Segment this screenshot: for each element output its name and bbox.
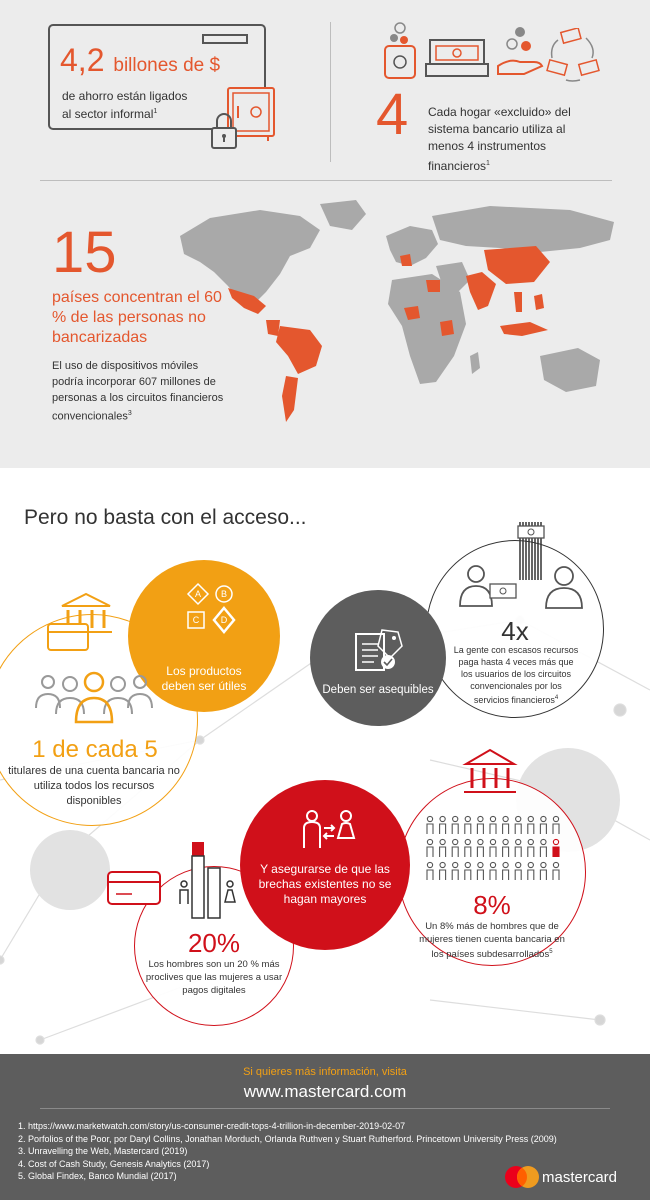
- people-grid-icon: [424, 812, 574, 884]
- person-figure: [503, 862, 509, 880]
- person-figure: [490, 839, 496, 857]
- stat1-number: [60, 44, 220, 82]
- useful-products-text: Los productos deben ser útiles: [161, 664, 247, 693]
- person-figure: [490, 862, 496, 880]
- footer-site-link[interactable]: www.mastercard.com: [243, 1082, 407, 1101]
- card-slot: [202, 34, 248, 44]
- person-figure: [465, 816, 471, 834]
- credit-card-icon: [46, 620, 96, 654]
- fourx-ref: 4: [554, 695, 559, 701]
- svg-text:D: D: [220, 615, 228, 625]
- footer-visit-text: Si quieres más información, visita: [243, 1066, 407, 1078]
- one-in-five-number: 1 de cada 5: [32, 736, 158, 763]
- fourx-text: [452, 644, 580, 706]
- person-figure: [440, 862, 446, 880]
- person-figure: [427, 862, 433, 880]
- stat3-subtitle: países concentran el 60 % de las personas no bancarizadas: [52, 289, 222, 346]
- person-figure: [528, 839, 534, 857]
- reference-item: 2. Porfolios of the Poor, por Daryl Collins, Jonathan Morduch, Orlanda Ruthven y Stuart Rutherford. Princetown University Press (2009): [18, 1133, 557, 1144]
- affordable-text: Deben ser asequibles: [322, 684, 434, 696]
- gaps-text: Y asegurarse de que las brechas existentes no se hagan mayores: [258, 862, 392, 906]
- jar-icon: [380, 20, 420, 80]
- stat3-ref: 3: [127, 410, 132, 417]
- world-map: [170, 196, 630, 426]
- stat1-unit: billones de $: [113, 55, 221, 76]
- person-figure: [477, 862, 483, 880]
- person-figure: [440, 816, 446, 834]
- person-figure: [452, 816, 458, 834]
- svg-text:C: C: [192, 615, 200, 625]
- credit-card-icon: [106, 868, 166, 908]
- reference-item: 4. Cost of Cash Study, Genesis Analytics (2017): [18, 1158, 210, 1169]
- stat2-text: [428, 104, 598, 175]
- top-stats-panel: [0, 0, 650, 468]
- person-figure: [540, 816, 546, 834]
- person-figure: [553, 839, 559, 857]
- person-figure: [553, 816, 559, 834]
- person-figure: [503, 839, 509, 857]
- reference-item: 1. https://www.marketwatch.com/story/us-consumer-credit-tops-4-trillion-in-december-2019-02-07: [18, 1121, 406, 1131]
- people-icon: [30, 668, 158, 724]
- person-figure: [528, 862, 534, 880]
- stat3-body: El uso de dispositivos móviles podría incorporar 607 millones de personas a los circuitos financieros convencionales: [52, 360, 224, 423]
- stat1-body: de ahorro están ligados al sector informal: [62, 89, 188, 121]
- person-figure: [515, 839, 521, 857]
- stat2-number: 4: [376, 82, 409, 147]
- person-figure: [553, 862, 559, 880]
- twenty-text: Los hombres son un 20 % más proclives que las mujeres a usar pagos digitales: [145, 959, 283, 996]
- stat2-body: Cada hogar «excluido» del sistema bancario utiliza al menos 4 instrumentos financieros: [428, 105, 571, 173]
- svg-text:A: A: [194, 589, 202, 599]
- abcd-options-icon: [182, 580, 238, 636]
- person-figure: [528, 816, 534, 834]
- reference-item: 3. Unravelling the Web, Mastercard (2019): [18, 1146, 188, 1156]
- person-figure: [440, 839, 446, 857]
- padlock-icon: [208, 110, 240, 150]
- person-figure: [477, 839, 483, 857]
- eight-ref: 5: [549, 949, 553, 955]
- eight-text: [416, 920, 568, 961]
- stat1-ref: 1: [153, 108, 158, 115]
- barcode-receipt-icon: [458, 520, 584, 610]
- transfer-icon: [300, 808, 358, 856]
- footer: [0, 1054, 650, 1200]
- cash-box-icon: [424, 30, 490, 80]
- person-figure: [427, 839, 433, 857]
- twenty-number: 20%: [187, 928, 241, 958]
- money-cycle-icon: [546, 28, 602, 84]
- stat2-ref: 1: [486, 160, 490, 167]
- footer-divider: [40, 1108, 610, 1109]
- mastercard-logo: [504, 1164, 644, 1192]
- section-heading: Pero no basta con el acceso...: [24, 506, 307, 529]
- fourx-body: La gente con escasos recursos paga hasta 4 veces más que los usuarios de los circuitos convencionales por los servicios financieros: [453, 645, 579, 705]
- eight-body: Un 8% más de hombres que de mujeres tienen cuenta bancaria en los países subdesarrollados: [419, 921, 565, 961]
- person-figure: [540, 839, 546, 857]
- person-figure: [427, 816, 433, 834]
- price-tag-document-icon: [352, 628, 406, 676]
- person-figure: [515, 862, 521, 880]
- vertical-divider: [330, 22, 331, 162]
- person-figure: [515, 816, 521, 834]
- stat1-text: [62, 88, 192, 122]
- fourx-number: 4x: [501, 616, 529, 646]
- stat3-number: 15: [52, 220, 117, 285]
- svg-text:B: B: [220, 589, 228, 599]
- hand-coins-icon: [494, 22, 546, 82]
- person-figure: [503, 816, 509, 834]
- person-figure: [465, 839, 471, 857]
- person-figure: [452, 839, 458, 857]
- person-figure: [477, 816, 483, 834]
- mastercard-wordmark: mastercard: [542, 1169, 618, 1186]
- stat1-value: 4,2: [60, 42, 105, 78]
- person-figure: [465, 862, 471, 880]
- bank-icon: [460, 748, 520, 800]
- eight-number: 8%: [473, 890, 511, 920]
- one-in-five-text: titulares de una cuenta bancaria no utiliza todos los recursos disponibles: [8, 765, 180, 807]
- person-figure: [452, 862, 458, 880]
- person-figure: [540, 862, 546, 880]
- reference-item: 5. Global Findex, Banco Mundial (2017): [18, 1171, 177, 1181]
- person-figure: [490, 816, 496, 834]
- horizontal-divider: [40, 180, 612, 181]
- mastercard-circles-icon: [504, 1164, 540, 1190]
- bar-chart-icon: [176, 840, 240, 920]
